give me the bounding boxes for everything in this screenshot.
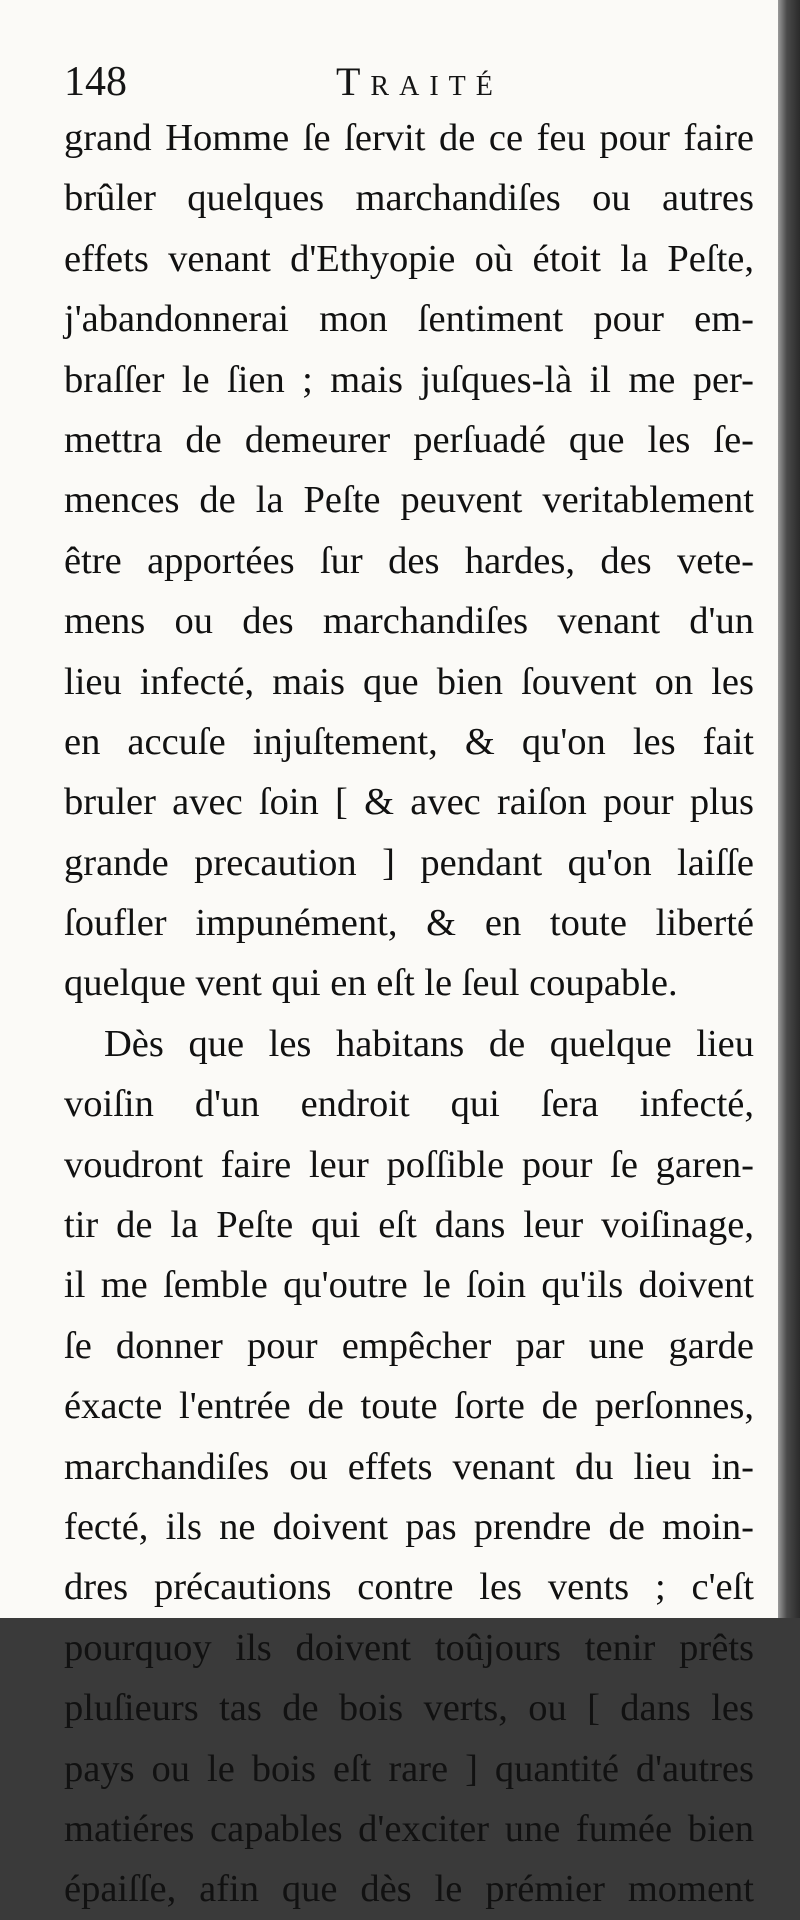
text-line: ſoufler impunément, & en toute liberté: [64, 902, 754, 945]
text-line: mences de la Peſte peuvent veritablement: [64, 479, 754, 522]
text-line: voudront faire leur poſſible pour ſe garen-: [64, 1143, 754, 1186]
text-line: éxacte l'entrée de toute ſorte de perſonnes,: [64, 1385, 754, 1428]
text-line: matiéres capables d'exciter une fumée bien: [64, 1807, 754, 1850]
running-title: Traité: [336, 59, 503, 104]
text-line: il me ſemble qu'outre le ſoin qu'ils doivent: [64, 1264, 754, 1307]
text-line: être apportées ſur des hardes, des vete-: [64, 539, 754, 582]
text-line: fecté, ils ne doivent pas prendre de moin-: [64, 1505, 754, 1548]
text-line: pluſieurs tas de bois verts, ou [ dans les: [64, 1687, 754, 1730]
text-line: grand Homme ſe ſervit de ce feu pour faire: [64, 117, 754, 159]
text-line: lieu infecté, mais que bien ſouvent on les: [64, 660, 754, 703]
text-line: ſe donner pour empêcher par une garde: [64, 1324, 754, 1367]
paragraph-end-line: quelque vent qui en eſt le ſeul coupable.: [64, 962, 678, 1005]
paragraph-start-line: Dès que les habitans de quelque lieu: [104, 1022, 754, 1065]
text-line: marchandiſes ou effets venant du lieu in-: [64, 1445, 754, 1488]
text-line: bruler avec ſoin [ & avec raiſon pour plus: [64, 781, 754, 824]
text-line: pourquoy ils doivent toûjours tenir prêts: [64, 1626, 754, 1669]
page-number: 148: [64, 59, 127, 105]
text-line: voiſin d'un endroit qui ſera infecté,: [64, 1083, 754, 1126]
running-head: [64, 50, 754, 110]
page-edge-shadow: [778, 0, 800, 1618]
text-line: brûler quelques marchandiſes ou autres: [64, 177, 754, 220]
body-text: [64, 108, 754, 1920]
text-line: dres précautions contre les vents ; c'eſt: [64, 1566, 754, 1609]
text-line: mens ou des marchandiſes venant d'un: [64, 600, 754, 643]
text-line: braſſer le ſien ; mais juſques-là il me per-: [64, 358, 754, 401]
text-line: mettra de demeurer perſuadé que les ſe-: [64, 418, 754, 461]
text-line: effets venant d'Ethyopie où étoit la Peſte,: [64, 237, 754, 280]
text-line: tir de la Peſte qui eſt dans leur voiſinage,: [64, 1204, 754, 1247]
text-line: en accuſe injuſtement, & qu'on les fait: [64, 720, 754, 763]
text-line: grande precaution ] pendant qu'on laiſſe: [64, 841, 754, 884]
text-line: j'abandonnerai mon ſentiment pour em-: [64, 298, 754, 341]
text-line: pays ou le bois eſt rare ] quantité d'autres: [64, 1747, 754, 1790]
text-line: épaiſſe, afin que dès le prémier moment: [64, 1868, 754, 1911]
